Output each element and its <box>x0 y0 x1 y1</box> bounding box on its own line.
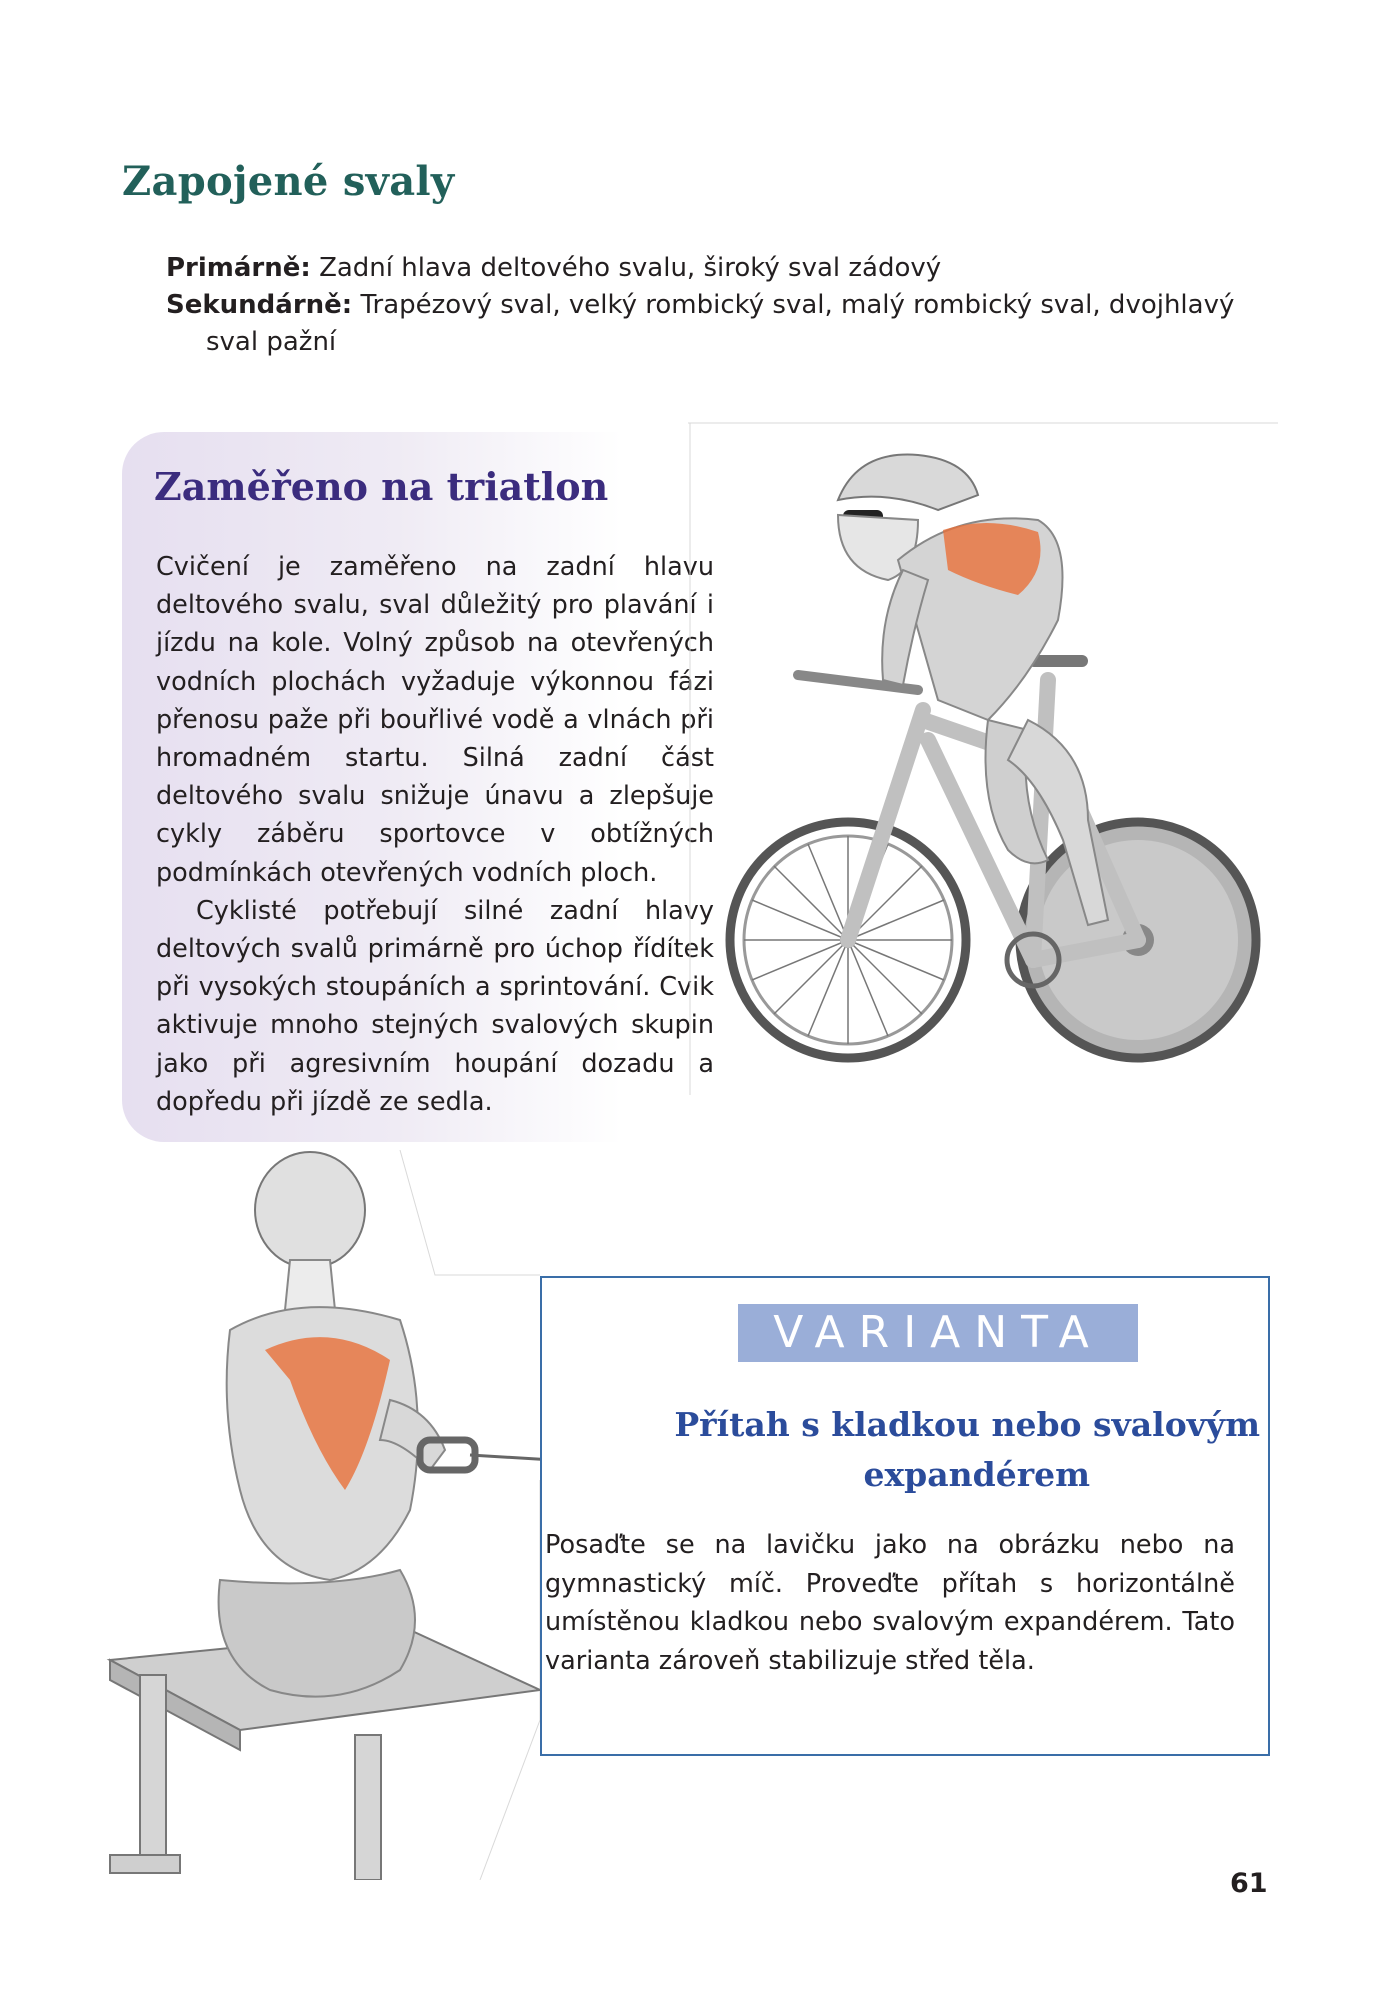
secondary-label: Sekundárně: <box>166 290 353 320</box>
page-number: 61 <box>1230 1868 1268 1899</box>
primary-text: Zadní hlava deltového svalu, široký sval zádový <box>319 253 942 283</box>
person <box>219 1152 445 1697</box>
primary-label: Primárně: <box>166 253 311 283</box>
muscles-list <box>166 250 1266 361</box>
variant-text: Posaďte se na lavičku jako na obrázku nebo na gymnastický míč. Proveďte přítah s horizontálně umístěnou kladkou nebo svalovým expandérem. Tato varianta zároveň stabilizuje střed těla. <box>545 1526 1235 1680</box>
triathlon-paragraph-1: Cvičení je zaměřeno na zadní hlavu deltového svalu, sval důležitý pro plavání i jízdu na kole. Volný způsob na otevřených vodních plochách vyžaduje výkonnou fázi přenosu paže při bouřlivé vodě a vlnách při hromadném startu. Silná zadní část deltového svalu snižuje únavu a zlepšuje cykly záběru sportovce v obtížných podmínkách otevřených vodních ploch. <box>156 552 714 888</box>
triathlon-paragraph-2: Cyklisté potřebují silné zadní hlavy deltových svalů primárně pro úchop řídítek při vysokých stoupáních a sprintování. Cvik aktivuje mnoho stejných svalových skupin jako při agresivním houpání dozadu a dopředu při jízdě ze sedla. <box>156 895 714 1117</box>
variant-badge: VARIANTA <box>738 1304 1138 1362</box>
primary-muscles <box>166 250 1266 287</box>
secondary-text: Trapézový sval, velký rombický sval, malý rombický sval, dvojhlavý sval pažní <box>206 290 1235 357</box>
triathlon-text <box>156 548 714 1121</box>
variant-title-line-2: expandérem <box>863 1455 1090 1494</box>
secondary-muscles <box>166 287 1266 361</box>
variant-title <box>600 1400 1260 1500</box>
triathlon-title: Zaměřeno na triatlon <box>154 464 609 509</box>
variant-title-line-1: Přítah s kladkou nebo svalovým <box>674 1405 1260 1444</box>
cyclist-illustration <box>688 420 1278 1095</box>
section-title: Zapojené svaly <box>122 158 455 205</box>
